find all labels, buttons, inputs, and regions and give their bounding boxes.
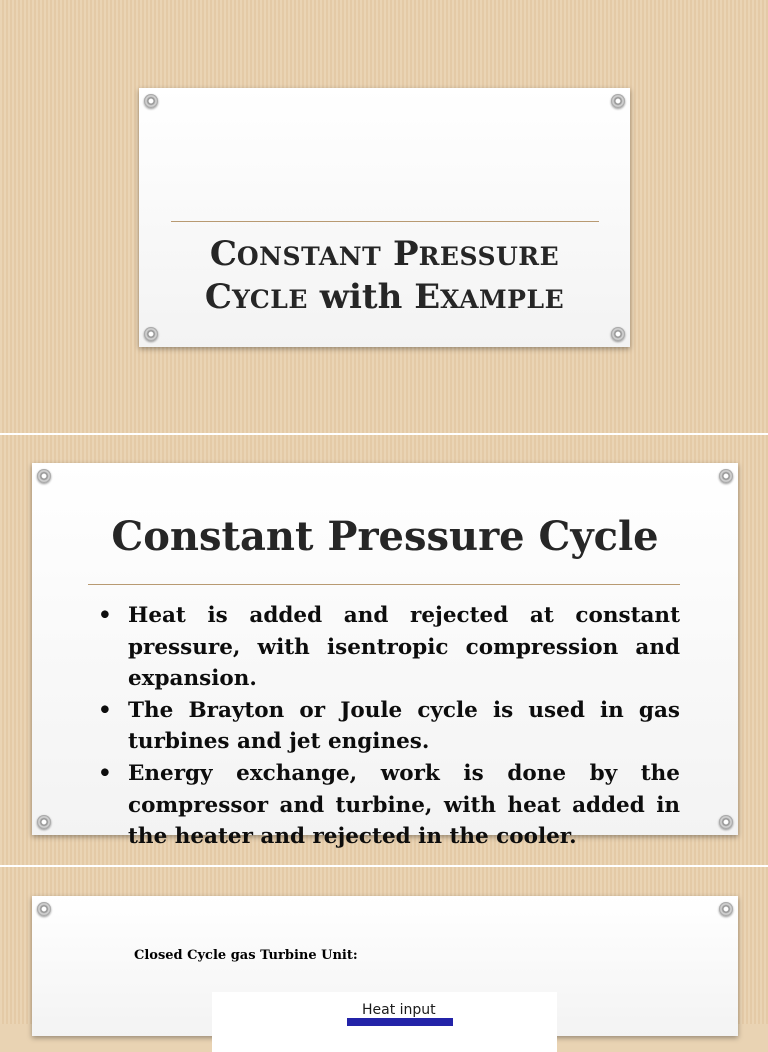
list-item: • Energy exchange, work is done by the compressor and turbine, with heat added in the heater and rejected in the cooler. <box>98 758 680 853</box>
slide-3-content-card <box>32 896 738 1036</box>
pin-icon <box>719 469 733 483</box>
heat-input-label: Heat input <box>362 1002 436 1018</box>
pin-icon <box>37 469 51 483</box>
pin-icon <box>719 815 733 829</box>
slide-2-content-card <box>32 463 738 850</box>
turbine-diagram <box>212 992 557 1052</box>
bullet-icon: • <box>98 697 112 723</box>
pin-icon <box>144 327 158 341</box>
heater-block <box>347 1018 453 1026</box>
heading-divider <box>88 584 680 585</box>
bullet-icon: • <box>98 603 112 628</box>
bullet-list <box>98 600 680 853</box>
pin-icon <box>611 94 625 108</box>
pin-icon <box>719 902 733 916</box>
list-item: • The Brayton or Joule cycle is used in gas turbines and jet engines. <box>98 695 680 758</box>
slide-subheading: Closed Cycle gas Turbine Unit: <box>134 948 358 963</box>
slide-heading: Constant Pressure Cycle <box>111 513 659 560</box>
slide-1-title-card <box>139 88 630 347</box>
pin-icon <box>144 94 158 108</box>
pin-icon <box>37 815 51 829</box>
page-title <box>139 234 630 320</box>
title-divider <box>171 221 599 222</box>
pin-icon <box>37 902 51 916</box>
pin-icon <box>611 327 625 341</box>
title-line-1: CONSTANT PRESSURE <box>209 234 560 274</box>
title-line-2: CYCLE with EXAMPLE <box>204 277 565 317</box>
bullet-icon: • <box>98 760 112 786</box>
list-item: • Heat is added and rejected at constant pressure, with isentropic compression and expansion. <box>98 600 680 695</box>
